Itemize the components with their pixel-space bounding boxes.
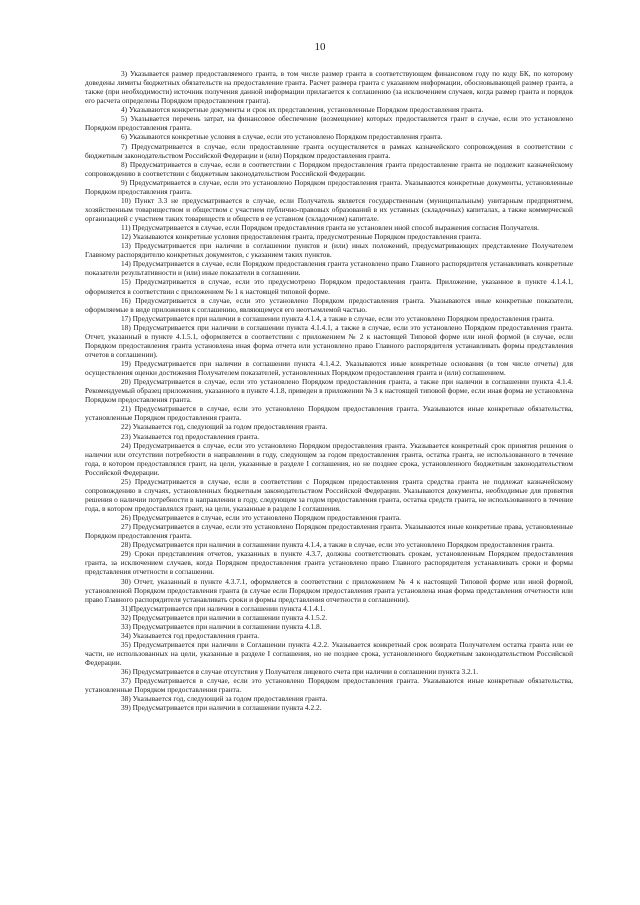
footnote-paragraph: 14) Предусматривается в случае, если Порядком предоставления гранта установлено право Главного распорядителя устанавливать конкретные показатели результативности и (или) иные показатели в соглашении. bbox=[85, 259, 573, 278]
footnote-paragraph: 31)Предусматривается при наличии в соглашении пункта 4.1.4.1. bbox=[121, 603, 326, 613]
footnote-paragraph: 3) Указывается размер предоставляемого гранта, в том числе размер гранта в соответствующем финансовом году по коду БК, по которому доведены лимиты бюджетных обязательств на предоставление гранта. Расчет размера гранта с указанием информации, обосновывающей размер гранта, а также (при необходимости) источник получения данной информации прилагается к соглашению (за исключением случаев, когда размер гранта и порядок его расчета определены Порядком предоставления гранта). bbox=[85, 69, 573, 106]
footnote-paragraph: 5) Указывается перечень затрат, на финансовое обеспечение (возмещение) которых предоставляется грант в случае, если это установлено Порядком предоставления гранта. bbox=[85, 114, 573, 133]
footnote-paragraph: 30) Отчет, указанный в пункте 4.3.7.1, оформляется в соответствии с приложением № 4 к настоящей Типовой форме или иной формой, установленной Порядком предоставления гранта (в случае если Порядком предоставления гранта установлена иная форма представления отчетности или право Главного распорядителя устанавливать сроки и формы представления отчетности в соглашении). bbox=[85, 576, 573, 604]
footnote-paragraph: 17) Предусматривается при наличии в соглашении пункта 4.1.4, а также в случае, если это установлено Порядком предоставления гранта. bbox=[121, 313, 554, 323]
footnote-paragraph: 7) Предусматривается в случае, если предоставление гранта осуществляется в рамках казначейского сопровождения в соответствии с бюджетным законодательством Российской Федерации и (или) Порядком предоставления гранта. bbox=[85, 141, 573, 160]
page-number: 10 bbox=[314, 41, 326, 53]
footnote-paragraph: 20) Предусматривается в случае, если это установлено Порядком предоставления гранта, а также при наличии в соглашении пункта 4.1.4. Рекомендуемый образец приложения, указанного в пункте 4.1.8, приведен в приложении № 3 к настоящей типовой форме, если иная форма не установлена Порядком предоставления гранта. bbox=[85, 377, 573, 405]
footnote-paragraph: 6) Указываются конкретные условия в случае, если это установлено Порядком предоставления гранта. bbox=[121, 132, 443, 142]
footnote-paragraph: 12) Указываются конкретные условия предоставления гранта, предусмотренные Порядком предоставления гранта. bbox=[121, 232, 482, 242]
footnote-paragraph: 18) Предусматривается при наличии в соглашении пункта 4.1.4.1, а также в случае, если это установлено Порядком предоставления гранта. Отчет, указанный в пункте 4.1.5.1, оформляется в соответствии с приложением № 2 к настоящей Типовой форме или иной формой (в случае, если Порядком предоставления гранта установлена иная форма отчета или установлено право Главного распорядителя устанавливать формы представления отчетов в соглашении). bbox=[85, 322, 573, 359]
footnote-paragraph: 13) Предусматривается при наличии в соглашении пунктов и (или) иных положений, предусматривающих представление Получателем Главному распорядителю конкретных документов, с указанием таких пунктов. bbox=[85, 241, 573, 260]
footnote-paragraph: 39) Предусматривается при наличии в соглашении пункта 4.2.2. bbox=[121, 703, 322, 713]
footnote-paragraph: 11) Предусматривается в случае, если Порядком предоставления гранта не установлен иной способ выражения согласия Получателя. bbox=[121, 223, 539, 233]
footnote-paragraph: 10) Пункт 3.3 не предусматривается в случае, если Получатель является государственным (муниципальным) унитарным предприятием, хозяйственным товариществом и обществом с участием публично-правовых образований в их уставных (складочных) капиталах, а также коммерческой организацией с участием таких товариществ и обществ в ее уставном (складочном) капитале. bbox=[85, 195, 573, 223]
footnote-paragraph: 35) Предусматривается при наличии в Соглашении пункта 4.2.2. Указывается конкретный срок возврата Получателем остатка гранта или ее части, не использованных на цели, указанные в разделе I соглашения, но не позднее срока, установленного бюджетным законодательством Российской Федерации. bbox=[85, 639, 573, 668]
footnote-paragraph: 9) Предусматривается в случае, если это установлено Порядком предоставления гранта. Указываются конкретные документы, установленные Порядком предоставления гранта. bbox=[85, 177, 573, 196]
footnote-paragraph: 26) Предусматривается в случае, если это установлено Порядком предоставления гранта. bbox=[121, 513, 401, 523]
footnote-paragraph: 37) Предусматривается в случае, если это установлено Порядком предоставления гранта. Указываются иные конкретные обязательства, установленные Порядком предоставления гранта. bbox=[85, 676, 573, 695]
footnotes-body bbox=[85, 69, 573, 712]
footnote-paragraph: 36) Предусматривается в случае отсутствия у Получателя лицевого счета при наличии в соглашении пункта 3.2.1. bbox=[121, 667, 479, 677]
footnote-paragraph: 22) Указывается год, следующий за годом предоставления гранта. bbox=[121, 422, 328, 432]
footnote-paragraph: 34) Указывается год предоставления гранта. bbox=[121, 630, 260, 640]
footnote-paragraph: 27) Предусматривается в случае, если это установлено Порядком предоставления гранта. Указываются иные конкретные права, установленные Порядком предоставления гранта. bbox=[85, 522, 573, 541]
footnote-paragraph: 21) Предусматривается в случае, если это установлено Порядком предоставления гранта. Указываются иные конкретные обязательства, установленные Порядком предоставления гранта. bbox=[85, 404, 573, 423]
footnote-paragraph: 8) Предусматривается в случае, если в соответствии с Порядком предоставления гранта предоставление гранта не подлежит казначейскому сопровождению в соответствии с бюджетным законодательством Российской Федерации. bbox=[85, 159, 573, 178]
footnote-paragraph: 28) Предусматривается при наличии в соглашении пункта 4.1.4, а также в случае, если это установлено Порядком предоставления гранта. bbox=[121, 540, 554, 550]
footnote-paragraph: 16) Предусматривается в случае, если это установлено Порядком предоставления гранта. Указываются иные конкретные показатели, оформляемые в виде приложения к соглашению, являющемуся его неотъемлемой частью. bbox=[85, 295, 573, 314]
footnote-paragraph: 23) Указывается год предоставления гранта. bbox=[121, 431, 260, 441]
footnote-paragraph: 19) Предусматривается при наличии в соглашении пункта 4.1.4.2. Указываются иные конкретные основания (в том числе отчеты) для осуществления оценки достижения Получателем показателей, установленных Порядком предоставления гранта и (или) соглашением. bbox=[85, 359, 573, 378]
footnote-paragraph: 38) Указывается год, следующий за годом предоставления гранта. bbox=[121, 694, 328, 704]
footnote-paragraph: 33) Предусматривается при наличии в соглашении пункта 4.1.8. bbox=[121, 621, 322, 631]
footnote-paragraph: 32) Предусматривается при наличии в соглашении пункта 4.1.5.2. bbox=[121, 612, 328, 622]
footnote-paragraph: 29) Сроки представления отчетов, указанных в пункте 4.3.7, должны соответствовать срокам, установленным Порядком предоставления гранта, за исключением случаев, когда Порядком предоставления гранта установлено право Главного распорядителя устанавливать сроки и формы представления отчетности в соглашении. bbox=[85, 549, 573, 577]
footnote-paragraph: 25) Предусматривается в случае, если в соответствии с Порядком предоставления гранта средства гранта не подлежат казначейскому сопровождению в случаях, установленных бюджетным законодательством Российской Федерации. Указываются документы, необходимые для принятия решения о наличии потребности в направлении в году, следующем за годом предоставления гранта, остатка средств гранта, не использованного в течение года, в котором предоставлялся грант, на цели, указанные в разделе I соглашения. bbox=[85, 476, 573, 513]
footnote-paragraph: 24) Предусматривается в случае, если это установлено Порядком предоставления гранта. Указывается конкретный срок принятия решения о наличии или отсутствии потребности в направлении в году, следующем за годом предоставления гранта, остатка гранта, не использованного в течение года, в котором предоставлялся грант, на цели, указанные в разделе I соглашения, но не позднее срока, установленного бюджетным законодательством Российской Федерации. bbox=[85, 440, 573, 477]
footnote-paragraph: 15) Предусматривается в случае, если это предусмотрено Порядком предоставления гранта. Приложение, указанное в пункте 4.1.4.1, оформляется в соответствии с приложением № 1 к настоящей типовой форме. bbox=[85, 277, 573, 296]
footnote-paragraph: 4) Указываются конкретные документы и срок их представления, установленные Порядком предоставления гранта. bbox=[121, 105, 484, 115]
